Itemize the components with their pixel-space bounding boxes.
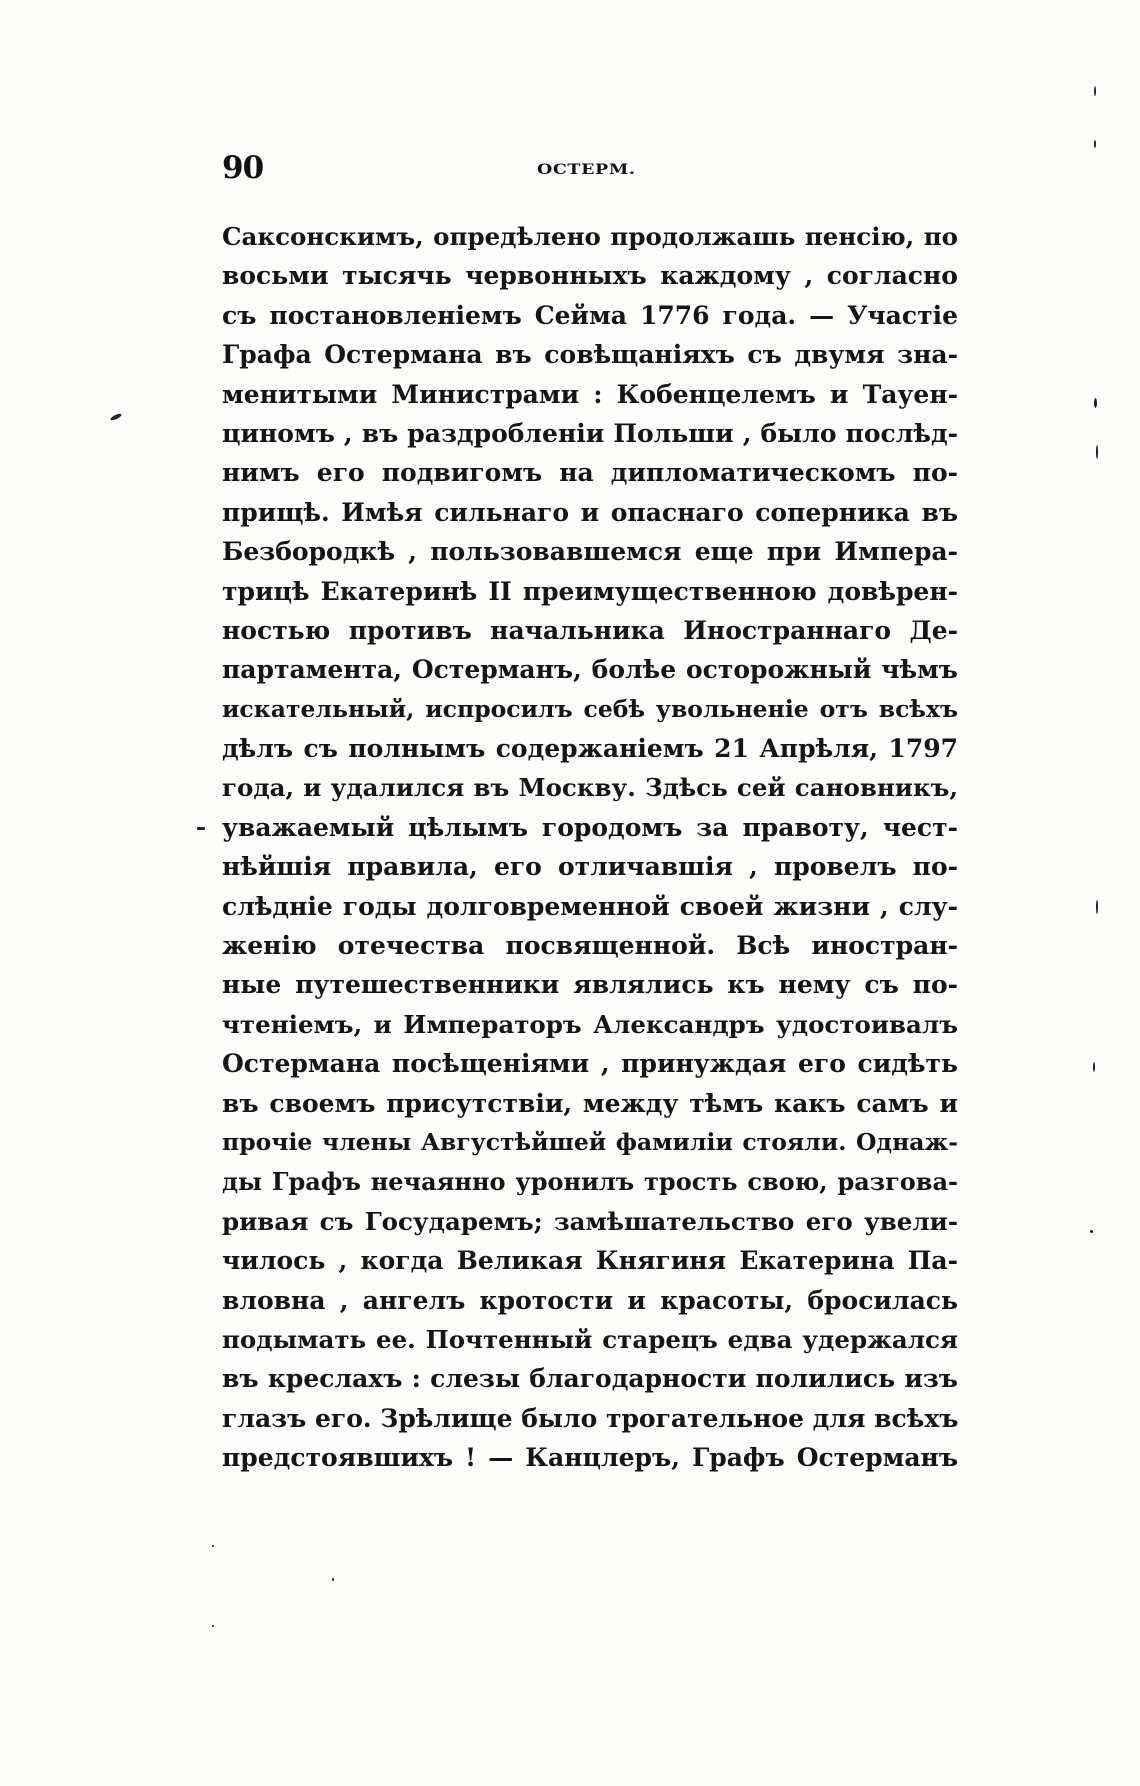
- text-line: ностью противъ начальника Иностраннаго Де-: [222, 615, 958, 645]
- text-line: глазъ его. Зрѣлище было трогательное для всѣхъ: [222, 1403, 958, 1433]
- page-number: 90: [222, 150, 264, 186]
- text-line: прочіе члены Августѣйшей фамиліи стояли. Однаж-: [222, 1127, 958, 1156]
- scan-speck: [332, 1578, 334, 1581]
- scan-speck: [1093, 1062, 1095, 1072]
- text-line: нѣйшія правила, его отличавшія , провелъ по-: [222, 852, 958, 882]
- text-line: восьми тысячь червонныхъ каждому , согласно: [222, 261, 958, 291]
- scan-speck: [110, 413, 123, 422]
- text-line: ные путешественники являлись къ нему съ по-: [222, 970, 958, 1000]
- text-line: ды Графъ нечаянно уронилъ трость свою, разгова-: [222, 1167, 958, 1197]
- scan-speck: [1096, 445, 1098, 459]
- scan-speck: [212, 1545, 214, 1547]
- text-line: менитыми Министрами : Кобенцелемъ и Тауен-: [222, 379, 958, 409]
- scan-speck: [1094, 140, 1096, 148]
- scan-speck: [1096, 900, 1098, 914]
- text-line: подымать ее. Почтенный старецъ едва удержался: [222, 1324, 958, 1354]
- scan-speck: [1094, 398, 1097, 408]
- scan-speck: [1090, 1230, 1093, 1233]
- scan-speck: [212, 1625, 214, 1627]
- page-header: [222, 150, 962, 200]
- scan-speck: [1094, 86, 1096, 96]
- text-line: уважаемый цѣлымъ городомъ за правоту, чест-: [222, 812, 958, 842]
- running-head: ОСТЕРМ.: [537, 162, 636, 178]
- text-line: прищѣ. Имѣя сильнаго и опаснаго соперника въ: [222, 497, 958, 527]
- text-line: нимъ его подвигомъ на дипломатическомъ по-: [222, 458, 958, 488]
- scan-speck: [197, 827, 205, 830]
- text-line: искательный, испросилъ себѣ увольненіе отъ всѣхъ: [222, 694, 958, 723]
- text-line: въ своемъ присутствіи, между тѣмъ какъ самъ и: [222, 1088, 958, 1118]
- text-line: вловна , ангелъ кротости и красоты, бросилась: [222, 1285, 958, 1315]
- text-line: дѣлъ съ полнымъ содержаніемъ 21 Апрѣля, 1797: [222, 734, 958, 764]
- text-line: Графа Остермана въ совѣщаніяхъ съ двумя зна-: [222, 340, 958, 370]
- text-line: ривая съ Государемъ; замѣшательство его увели-: [222, 1206, 958, 1236]
- text-line: года, и удалился въ Москву. Здѣсь сей сановникъ,: [222, 773, 958, 803]
- text-line: чилось , когда Великая Княгиня Екатерина Па-: [222, 1246, 958, 1276]
- text-line: слѣдніе годы долговременной своей жизни , слу-: [222, 891, 958, 921]
- text-line: Саксонскимъ, опредѣлено продолжашь пенсію, по: [222, 222, 958, 251]
- text-line: предстоявшихъ ! — Канцлеръ, Графъ Остерманъ: [222, 1443, 958, 1473]
- text-line: въ креслахъ : слезы благодарности полились изъ: [222, 1364, 958, 1394]
- text-line: Остермана посѣщеніями , принуждая его сидѣть: [222, 1049, 958, 1079]
- text-line: Безбородкѣ , пользовавшемся еще при Импера-: [222, 537, 958, 567]
- text-line: чтеніемъ, и Императоръ Александръ удостоивалъ: [222, 1009, 958, 1039]
- text-line: циномъ , въ раздробленіи Польши , было послѣд-: [222, 418, 958, 448]
- text-line: партамента, Остерманъ, болѣе осторожный чѣмъ: [222, 655, 958, 685]
- body-text: [222, 217, 958, 1478]
- text-line: трицѣ Екатеринѣ II преимущественною довѣрен-: [222, 576, 958, 606]
- text-line: женію отечества посвященной. Всѣ иностран-: [222, 931, 958, 961]
- text-line: съ постановленіемъ Сейма 1776 года. — Участіе: [222, 300, 958, 330]
